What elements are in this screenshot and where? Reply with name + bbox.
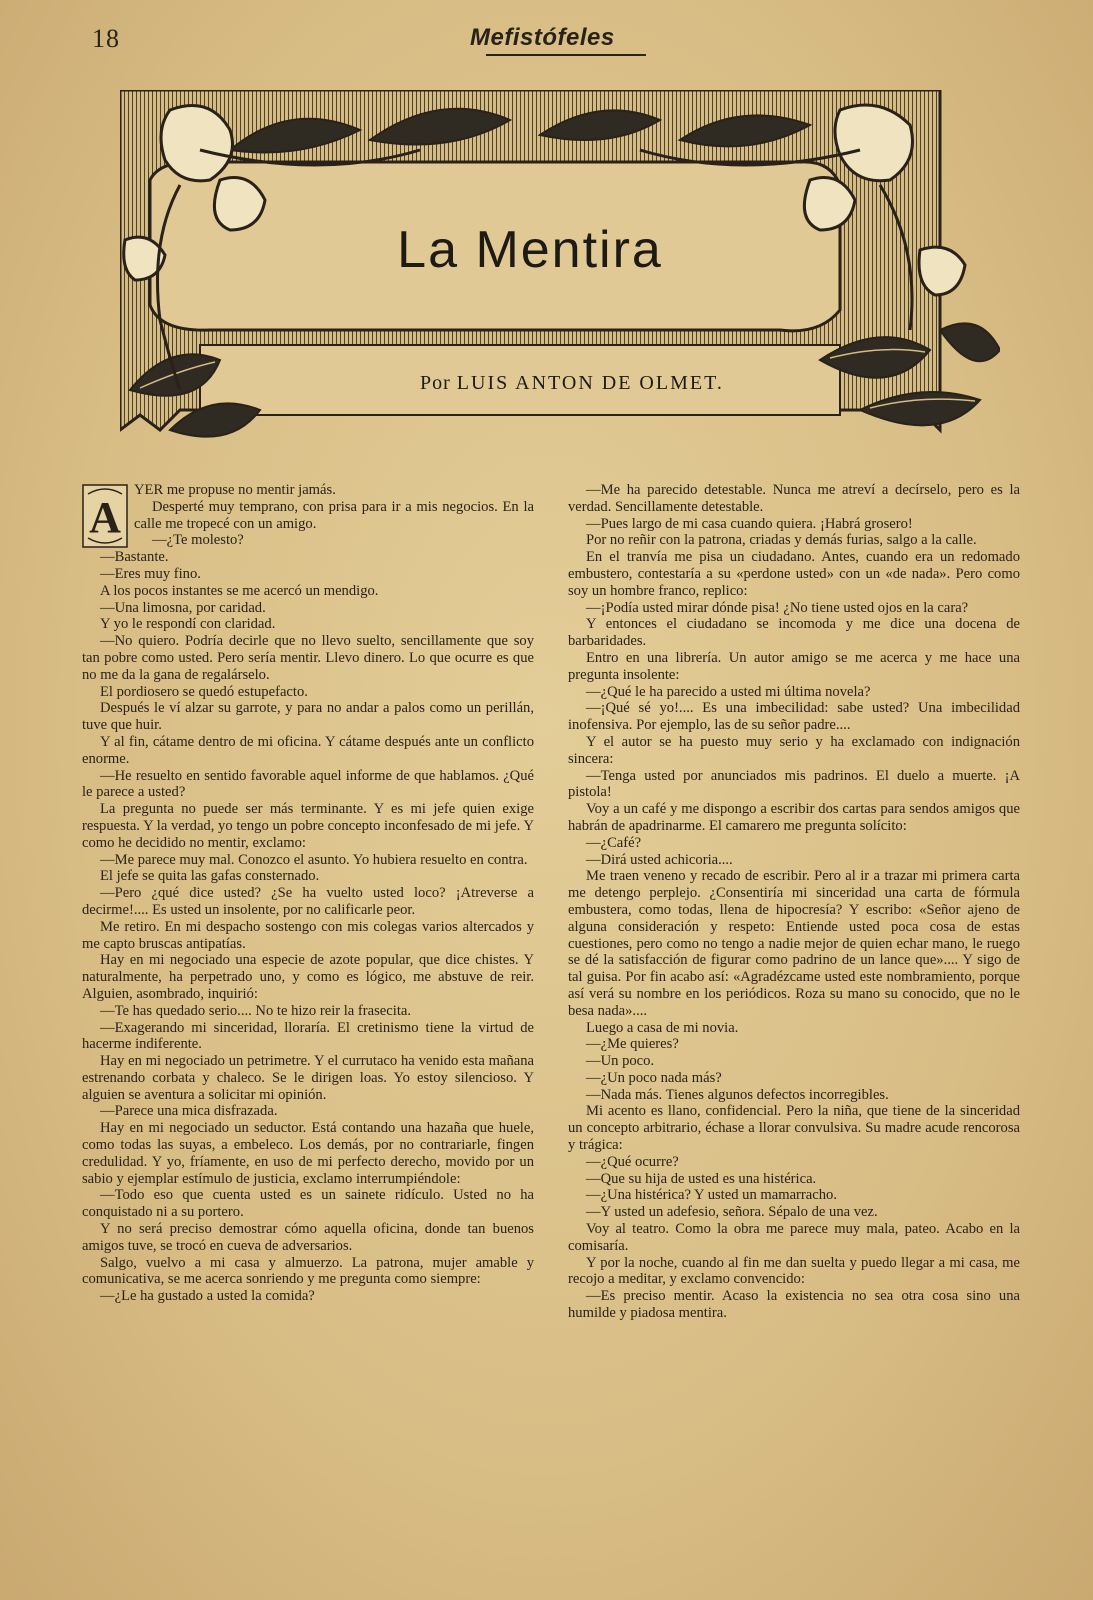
paragraph: —¿Qué ocurre?: [586, 1153, 679, 1170]
paragraph: —¿Qué le ha parecido a usted mi última novela?: [586, 683, 871, 700]
paragraph: Y yo le respondí con claridad.: [100, 616, 276, 633]
paragraph: —Una limosna, por caridad.: [100, 599, 266, 616]
paragraph: —Nada más. Tienes algunos defectos incorregibles.: [586, 1086, 889, 1103]
paragraph: —Dirá usted achicoria....: [586, 851, 733, 868]
paragraph: —Y usted un adefesio, señora. Sépalo de una vez.: [586, 1204, 878, 1221]
paragraph: Y no será preciso demostrar cómo aquella oficina, donde tan buenos amigos tuve, se trocó en cueva de adversarios.: [82, 1221, 534, 1254]
paragraph: —¡Qué sé yo!.... Es una imbecilidad: sabe usted? Una imbecilidad inofensiva. Por ejemplo, las de su señor padre....: [568, 700, 1020, 734]
paragraph: —Todo eso que cuenta usted es un sainete ridículo. Usted no ha conquistado ni a su portero.: [82, 1187, 534, 1221]
paragraph: El pordiosero se quedó estupefacto.: [100, 683, 308, 700]
paragraph: Voy a un café y me dispongo a escribir dos cartas para sendos amigos que habrán de apadrinarme. El camarero me pregunta solícito:: [568, 801, 1020, 834]
journal-title: Mefistófeles: [470, 24, 615, 51]
paragraph: Después le ví alzar su garrote, y para no andar a palos como un perillán, tuve que huir.: [82, 700, 534, 734]
paragraph: El jefe se quita las gafas consternado.: [100, 868, 320, 885]
paragraph: —Pues largo de mi casa cuando quiera. ¡Habrá grosero!: [586, 515, 913, 532]
paragraph: —Un poco.: [586, 1053, 655, 1070]
page-number: 18: [92, 24, 120, 53]
article-title: La Mentira: [397, 221, 663, 279]
journal-title-underline: [486, 54, 646, 56]
paragraph: Y al fin, cátame dentro de mi oficina. Y cátame después ante un conflicto enorme.: [82, 733, 534, 767]
paragraph: —He resuelto en sentido favorable aquel informe de que hablamos. ¿Qué le parece a usted?: [82, 767, 534, 801]
paragraph: —Me parece muy mal. Conozco el asunto. Yo hubiera resuelto en contra.: [100, 851, 528, 868]
paragraph: —¿Café?: [586, 834, 642, 851]
paragraph: —¡Podía usted mirar dónde pisa! ¿No tiene usted ojos en la cara?: [586, 599, 969, 616]
ornamental-header: [120, 90, 1000, 450]
paragraph: En el tranvía me pisa un ciudadano. Antes, cuando era un redomado embustero, contestaría a su «perdone usted» con un «de nada». Pero como soy un hombre franco, replico:: [568, 549, 1020, 599]
paragraph: Hay en mi negociado un petrimetre. Y el currutaco ha venido esta mañana estrenando corbata y chaleco. Se le dirigen loas. Yo estoy silencioso. Y alguien se aventura a solicitar mi opinión.: [82, 1053, 534, 1103]
paragraph: A los pocos instantes se me acercó un mendigo.: [100, 582, 379, 599]
paragraph: Entro en una librería. Un autor amigo se me acerca y me hace una pregunta insolente:: [568, 649, 1020, 683]
paragraph: YER me propuse no mentir jamás.: [134, 482, 336, 498]
dropcap-letter: A: [89, 493, 121, 542]
paragraph: —Parece una mica disfrazada.: [100, 1103, 278, 1120]
paragraph: Me retiro. En mi despacho sostengo con mis colegas varios altercados y me capto bruscas antipatías.: [82, 918, 534, 952]
byline-prefix: Por: [420, 372, 451, 394]
paragraph: —Me ha parecido detestable. Nunca me atreví a decírselo, pero es la verdad. Sencillamente detestable.: [568, 482, 1020, 515]
paragraph: Luego a casa de mi novia.: [586, 1019, 739, 1036]
paragraph: Por no reñir con la patrona, criadas y demás furias, salgo a la calle.: [586, 532, 977, 549]
byline-author: LUIS ANTON DE OLMET.: [456, 372, 724, 394]
left-column-paragraphs: [82, 482, 534, 1305]
paragraph: —Pero ¿qué dice usted? ¿Se ha vuelto usted loco? ¡Atreverse a decirme!.... Es usted un insolente, por no calificarle peor.: [82, 885, 534, 918]
paragraph: La pregunta no puede ser más terminante. Y es mi jefe quien exige respuesta. Y la verdad, yo tengo un pobre concepto inconfesado de mi jefe. Y como he decidido no mentir, exclamo:: [82, 801, 534, 851]
paragraph: Salgo, vuelvo a mi casa y almuerzo. La patrona, mujer amable y comunicativa, se me acerca sonriendo y me pregunta como siempre:: [82, 1254, 534, 1288]
paragraph: —¿Le ha gustado a usted la comida?: [100, 1288, 315, 1305]
paragraph: —No quiero. Podría decirle que no llevo suelto, sencillamente que soy tan pobre como usted. Pero sería mentir. Llevo dinero. Lo que ocurre es que no me da la gana de regalárselo.: [82, 633, 534, 683]
right-column-paragraphs: [568, 482, 1020, 1322]
paragraph: Y entonces el ciudadano se incomoda y me dice una docena de barbaridades.: [568, 616, 1020, 650]
paragraph: —Tenga usted por anunciados mis padrinos. El duelo a muerte. ¡A pistola!: [568, 767, 1020, 801]
paragraph: —Es preciso mentir. Acaso la existencia no sea otra cosa sino una humilde y piadosa mentira.: [568, 1288, 1020, 1322]
paragraph: —Que su hija de usted es una histérica.: [586, 1170, 817, 1187]
paragraph: —¿Una histérica? Y usted un mamarracho.: [586, 1187, 837, 1204]
paragraph: Y por la noche, cuando al fin me dan suelta y puedo llegar a mi casa, me recojo a meditar, y exclamo convencido:: [568, 1254, 1020, 1288]
paragraph: —Exagerando mi sinceridad, lloraría. El cretinismo tiene la virtud de hacerme indiferente.: [82, 1019, 534, 1053]
paragraph: —Eres muy fino.: [100, 565, 201, 582]
paragraph: Voy al teatro. Como la obra me parece muy mala, pateo. Acabo en la comisaría.: [568, 1221, 1020, 1254]
paragraph: Mi acento es llano, confidencial. Pero la niña, que tiene de la sinceridad un concepto arbitrario, échase a llorar convulsiva. Su madre acude rencorosa y trágica:: [568, 1103, 1020, 1154]
paragraph: —¿Me quieres?: [586, 1036, 679, 1053]
paragraph: —¿Un poco nada más?: [586, 1069, 722, 1086]
dropcap-ornament: [82, 484, 128, 548]
byline: [420, 372, 724, 395]
left-column: [82, 482, 534, 1305]
paragraph: Hay en mi negociado un seductor. Está contando una hazaña que huele, como todas las suyas, a embeleco. Los demás, por no contrariarle, fingen credulidad. Y yo, fríamente, en uso de mi perfecto derecho, movido por un sabio y ejemplar estímulo de justicia, exclamo interrumpiéndole:: [82, 1120, 534, 1187]
paragraph: —Te has quedado serio.... No te hizo reir la frasecita.: [100, 1002, 412, 1019]
paragraph: —Bastante.: [100, 549, 169, 566]
paragraph: —¿Te molesto?: [152, 532, 244, 549]
right-column: [568, 482, 1020, 1322]
paragraph: Y el autor se ha puesto muy serio y ha exclamado con indignación sincera:: [568, 733, 1020, 767]
paragraph: Desperté muy temprano, con prisa para ir a mis negocios. En la calle me tropecé con un amigo.: [134, 498, 534, 532]
paragraph: Me traen veneno y recado de escribir. Pero al ir a trazar mi primera carta me detengo perplejo. ¿Consentiría mi sinceridad una carta de fórmula embustera, como todas, llena de hipocresía? Y escribo: «Señor ajeno de alguna consideración y respeto: Entiende usted poca cosa de estas cuestiones, pero como no tengo a nadie mejor de quien echar mano, le ruego se dé la satisfacción de figurar como padrino de un lance que».... Y sigo de tal guisa. Por fin acabo así: «Agradézcame usted este nombramiento, porque así verá su nombre en los periódicos. Roza su mano su conocido, que no le besa nada»....: [568, 868, 1020, 1019]
paragraph: Hay en mi negociado una especie de azote popular, que dice chistes. Y naturalmente, ha perpetrado uno, y como es lógico, me abstuve de reir. Alguien, asombrado, inquirió:: [82, 952, 534, 1002]
